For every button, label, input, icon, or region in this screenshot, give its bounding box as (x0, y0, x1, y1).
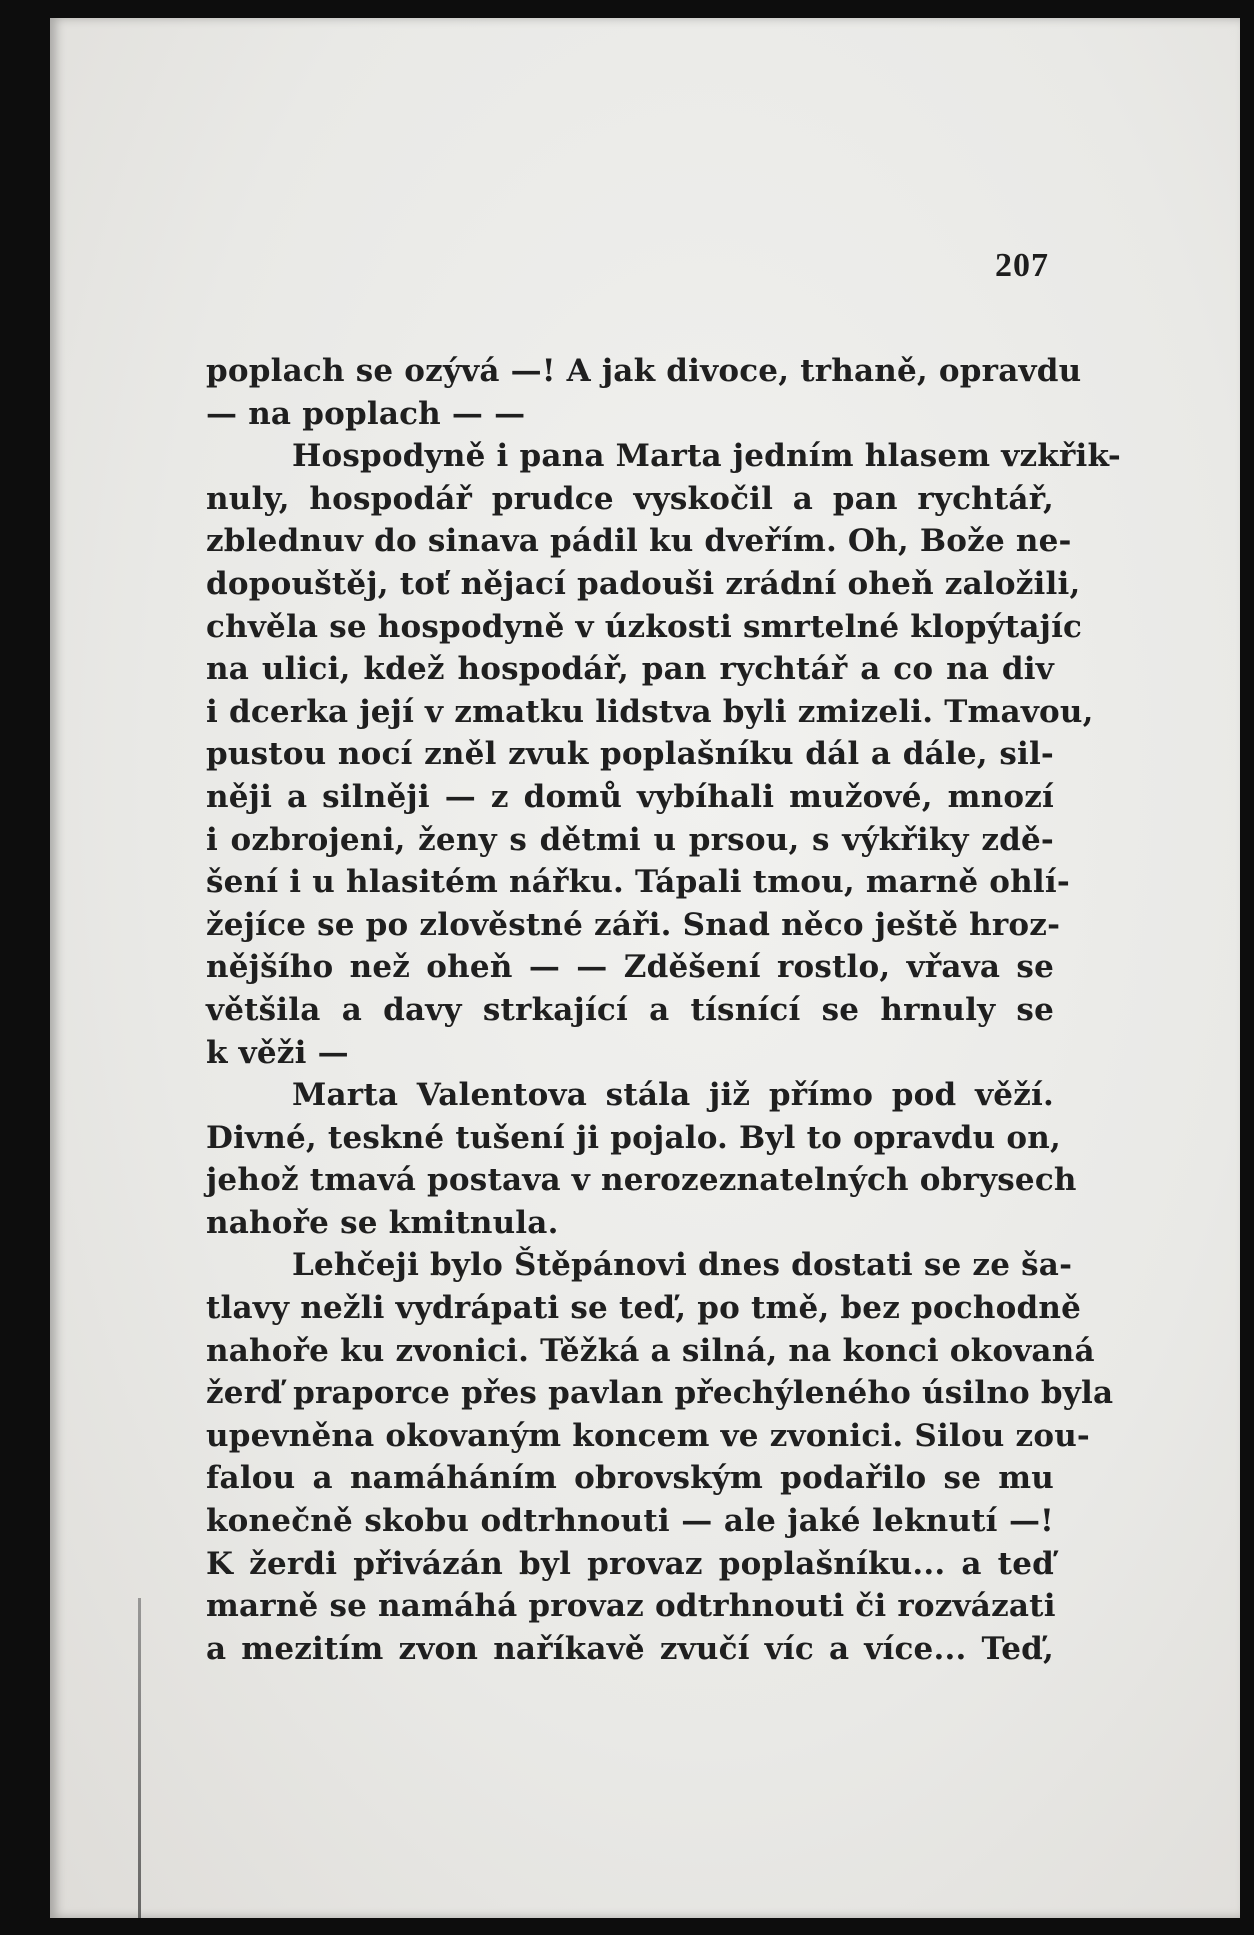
text-line: i ozbrojeni, ženy s dětmi u prsou, s výkřiky zdě- (206, 821, 1054, 858)
text-line: marně se namáhá provaz odtrhnouti či rozvázati (206, 1588, 1056, 1625)
text-line: — na poplach — — (206, 395, 526, 432)
text-line: falou a namáháním obrovským podařilo se mu (206, 1460, 1054, 1497)
text-line: Lehčeji bylo Štěpánovi dnes dostati se ze ša- (292, 1247, 1073, 1284)
text-line: pustou nocí zněl zvuk poplašníku dál a dále, sil- (206, 736, 1054, 773)
text-line: a mezitím zvon naříkavě zvučí víc a více... Teď, (206, 1630, 1054, 1667)
text-line: dopouštěj, toť nějací padouši zrádní oheň založili, (206, 565, 1081, 602)
text-line: Divné, teskné tušení ji pojalo. Byl to opravdu on, (206, 1119, 1061, 1156)
text-line: na ulici, kdež hospodář, pan rychtář a co na div (206, 651, 1054, 688)
page-number: 207 (995, 247, 1049, 284)
body-text (206, 350, 1121, 1670)
text-line: tlavy nežli vydrápati se teď, po tmě, bez pochodně (206, 1290, 1082, 1327)
text-line: většila a davy strkající a tísnící se hrnuly se (206, 991, 1054, 1028)
text-line: nahoře ku zvonici. Těžká a silná, na konci okovaná (206, 1332, 1095, 1369)
text-line: nahoře se kmitnula. (206, 1204, 559, 1241)
text-line: K žerdi přivázán byl provaz poplašníku... a teď (206, 1545, 1054, 1582)
text-line: k věži — (206, 1034, 349, 1071)
text-line: konečně skobu odtrhnouti — ale jaké leknutí —! (206, 1503, 1054, 1540)
text-line: žejíce se po zlověstné záři. Snad něco ještě hroz- (206, 906, 1061, 943)
text-line: nuly, hospodář prudce vyskočil a pan rychtář, (206, 480, 1054, 517)
text-line: i dcerka její v zmatku lidstva byli zmizeli. Tmavou, (206, 693, 1094, 730)
text-line: žerď praporce přes pavlan přechýleného úsilno byla (206, 1375, 1114, 1412)
page-edge-shadow (138, 1598, 141, 1918)
text-line: zblednuv do sinava pádil ku dveřím. Oh, Bože ne- (206, 523, 1072, 560)
text-line: jehož tmavá postava v nerozeznatelných obrysech (206, 1162, 1077, 1199)
text-line: Hospodyně i pana Marta jedním hlasem vzkřik- (292, 438, 1121, 475)
text-line: chvěla se hospodyně v úzkosti smrtelné klopýtajíc (206, 608, 1083, 645)
text-line: upevněna okovaným koncem ve zvonici. Silou zou- (206, 1417, 1090, 1454)
text-line: něji a silněji — z domů vybíhali mužové, mnozí (206, 778, 1054, 815)
text-line: Marta Valentova stála již přímo pod věží. (292, 1077, 1054, 1114)
text-line: poplach se ozývá —! A jak divoce, trhaně, opravdu (206, 353, 1082, 389)
text-line: nějšího než oheň — — Zděšení rostlo, vřava se (206, 949, 1054, 986)
text-line: šení i u hlasitém nářku. Tápali tmou, marně ohlí- (206, 864, 1070, 901)
